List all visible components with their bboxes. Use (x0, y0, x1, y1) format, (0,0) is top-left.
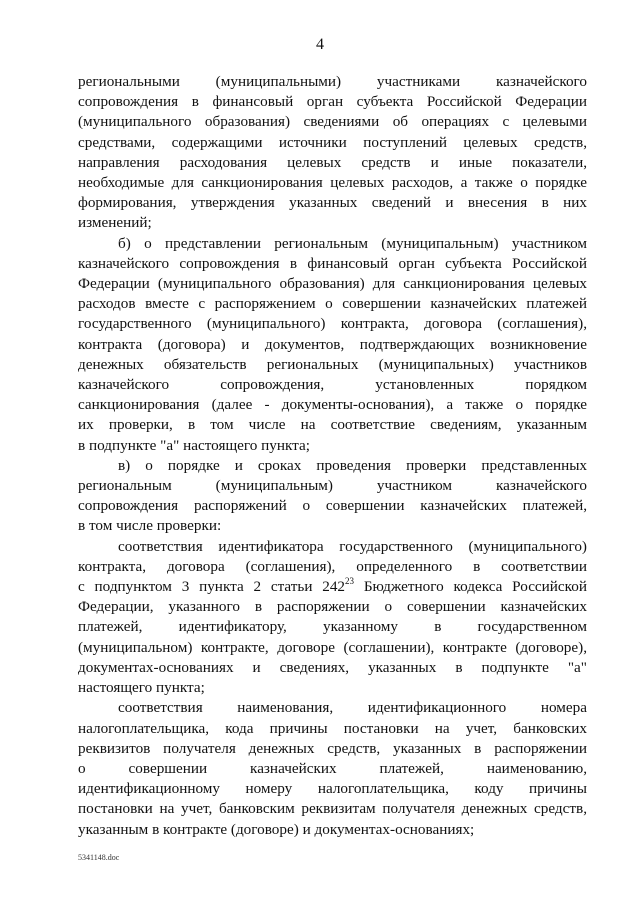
text-line: (муниципального образования) сведениями об операциях с целевыми (78, 113, 587, 131)
text-line: документах-основаниях и сведениях, указанных в подпункте "а" (78, 658, 587, 676)
document-file-reference: 5341148.doc (78, 853, 120, 862)
text-line: соответствия идентификатора государственного (муниципального) (118, 537, 587, 555)
text-line: (муниципальном) контракте, договоре (соглашении), контракте (договоре), (78, 638, 587, 656)
text-line: Федерации, указанного в распоряжении о совершении казначейских (78, 598, 587, 616)
document-body (78, 72, 587, 840)
text-line: расходов вместе с распоряжением о совершении казначейских платежей (78, 295, 587, 313)
text-line: контракта (договора) и документов, подтверждающих возникновение (78, 335, 587, 353)
text-line: налогоплательщика, кода причины постановки на учет, банковских (78, 719, 587, 737)
text-line: региональными (муниципальными) участниками казначейского (78, 73, 587, 90)
text-line: контракта, договора (соглашения), определенного в соответствии (78, 557, 587, 575)
text-line: денежных обязательств региональных (муниципальных) участников (78, 355, 587, 373)
text-line: настоящего пункта; (78, 679, 205, 697)
text-line: Федерации (муниципального образования) для санкционирования целевых (78, 275, 587, 293)
text-line: соответствия наименования, идентификационного номера (118, 699, 587, 717)
text-line: идентификационному номеру налогоплательщика, коду причины (78, 780, 587, 798)
text-line: в том числе проверки: (78, 517, 222, 535)
text-line: сопровождения распоряжений о совершении казначейских платежей, (78, 497, 587, 515)
paragraph (78, 234, 587, 456)
page-number: 4 (316, 36, 324, 53)
text-line: необходимые для санкционирования целевых расходов, а также о порядке (78, 174, 587, 192)
text-line: казначейского сопровождения, установленных порядком (78, 376, 587, 394)
text-line: изменений; (78, 214, 152, 232)
paragraph (78, 537, 587, 699)
text-line: казначейского сопровождения в финансовый орган субъекта Российской (78, 254, 587, 272)
text-line: их проверки, в том числе на соответствие сведениям, указанным (78, 416, 587, 434)
text-line: постановки на учет, банковским реквизитам получателя денежных средств, (78, 800, 587, 818)
paragraph (78, 456, 587, 537)
text-line: указанным в контракте (договоре) и документах-основаниях; (78, 820, 475, 838)
text-line: с подпунктом 3 пункта 2 статьи $242^{23}$ Бюджетного кодекса Российской (78, 576, 588, 596)
paragraph (78, 698, 587, 839)
text-line: б) о представлении региональным (муниципальным) участником (118, 234, 587, 252)
text-line: санкционирования (далее - документы-основания), а также о порядке (78, 396, 587, 414)
text-line: о совершении казначейских платежей, наименованию, (78, 759, 587, 777)
text-line: сопровождения в финансовый орган субъекта Российской Федерации (78, 93, 587, 111)
text-line: в) о порядке и сроках проведения проверки представленных (118, 456, 587, 474)
text-line: государственного (муниципального) контракта, договора (соглашения), (78, 315, 587, 333)
text-line: реквизитов получателя денежных средств, указанных в распоряжении (78, 739, 587, 757)
text-line: платежей, идентификатору, указанному в государственном (78, 618, 587, 636)
paragraph (78, 72, 587, 234)
text-line: в подпункте "а" настоящего пункта; (78, 436, 310, 454)
text-line: средствами, содержащими источники поступлений целевых средств, (78, 133, 587, 151)
text-line: направления расходования целевых средств и иные показатели, (78, 153, 587, 171)
text-line: региональным (муниципальным) участником казначейского (78, 477, 587, 495)
text-line: формирования, утверждения указанных сведений и внесения в них (78, 194, 587, 212)
superscript: 23 (345, 576, 355, 587)
